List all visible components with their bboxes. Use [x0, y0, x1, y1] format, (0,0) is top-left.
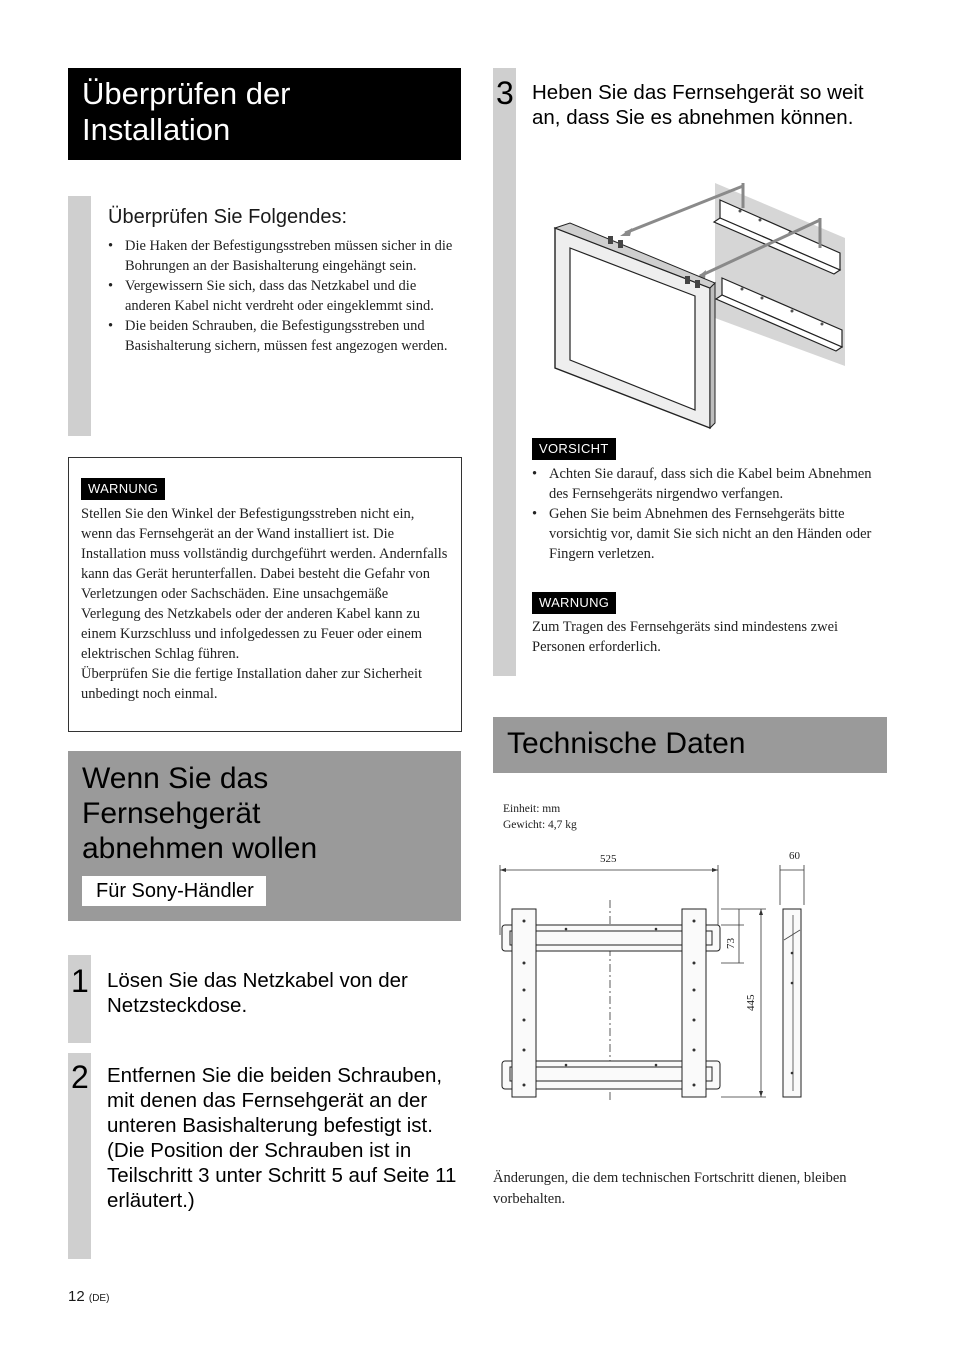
specs-title: Technische Daten	[507, 727, 746, 760]
dim-offset-label: 73	[725, 938, 737, 949]
caution-items	[532, 464, 887, 564]
list-item: • Vergewissern Sie sich, dass das Netzkabel und die anderen Kabel nicht verdreht oder eingeklemmt sind.	[108, 276, 463, 316]
specs-note: Änderungen, die dem technischen Fortschritt dienen, bleiben vorbehalten.	[493, 1170, 847, 1207]
page-number-value: 12	[68, 1288, 85, 1305]
title-line: Installation	[82, 112, 231, 147]
step-3-warning-text: Zum Tragen des Fernsehgeräts sind mindestens zwei Personen erforderlich.	[532, 619, 839, 655]
title-line: abnehmen wollen	[82, 832, 318, 865]
tv-removal-illustration	[550, 178, 850, 433]
step-1-text: Lösen Sie das Netzkabel von der Netzsteckdose.	[107, 969, 408, 1017]
page-language: (DE)	[88, 1293, 110, 1304]
title-line: Wenn Sie das	[82, 762, 269, 795]
page-number	[68, 1288, 109, 1308]
dim-width-label: 525	[600, 853, 617, 865]
section-title-remove-tv	[68, 751, 461, 921]
step-3-warning-block	[532, 592, 887, 657]
list-item: • Die Haken der Befestigungsstreben müssen sicher in die Bohrungen an der Basishalterung eingehängt sein.	[108, 236, 463, 276]
warning-box	[68, 457, 462, 732]
warning-badge: WARNUNG	[81, 478, 165, 500]
checklist-heading: Überprüfen Sie Folgendes:	[108, 206, 348, 228]
title-line: Fernsehgerät	[82, 797, 261, 830]
checklist-sidebar-bar	[68, 196, 91, 436]
caution-block	[532, 438, 887, 564]
dimension-drawing	[496, 845, 816, 1105]
caution-badge: VORSICHT	[532, 438, 616, 460]
step-2-text: Entfernen Sie die beiden Schrauben, mit denen das Fernsehgerät an der unteren Basishalterung befestigt ist. (Die Position der Schrauben ist in Teilschritt 3 unter Schritt 5 auf Seite 11 erläutert.)	[107, 1064, 457, 1212]
spec-weight: Gewicht: 4,7 kg	[503, 819, 577, 831]
section-title-installation-check	[68, 68, 461, 160]
dim-depth-label: 60	[789, 850, 800, 862]
step-2-number: 2	[71, 1059, 89, 1095]
list-item: • Achten Sie darauf, dass sich die Kabel beim Abnehmen des Fernsehgeräts nirgendwo verfangen.	[532, 464, 887, 504]
section-subtitle-sony-dealer: Für Sony-Händler	[82, 876, 266, 906]
step-3-bar	[493, 68, 516, 676]
step-3-number: 3	[496, 75, 514, 111]
section-title-specs	[493, 717, 887, 773]
list-item: • Gehen Sie beim Abnehmen des Fernsehgeräts bitte vorsichtig vor, damit Sie sich nicht an den Händen oder Fingern verletzen.	[532, 504, 887, 564]
spec-unit: Einheit: mm	[503, 803, 561, 815]
title-line: Überprüfen der	[82, 76, 291, 111]
step-1-number: 1	[71, 963, 89, 999]
list-item: • Die beiden Schrauben, die Befestigungsstreben und Basishalterung sichern, müssen fest angezogen werden.	[108, 316, 463, 356]
warning-text: Stellen Sie den Winkel der Befestigungsstreben nicht ein, wenn das Fernsehgerät an der Wand installiert ist. Die Installation muss vollständig durchgeführt werden. Andernfalls kann das Gerät herunterfallen. Dabei besteht die Gefahr von Verletzungen oder Sachschäden. Eine unsachgemäße Verlegung des Netzkabels oder der anderen Kabel kann zu einem Kurzschluss und infolgedessen zu Feuer oder einem elektrischen Schlag führen.	[81, 506, 448, 662]
warning-badge: WARNUNG	[532, 592, 616, 614]
step-3-text: Heben Sie das Fernsehgerät so weit an, dass Sie es abnehmen können.	[532, 81, 864, 129]
checklist	[108, 205, 463, 356]
warning-text-2: Überprüfen Sie die fertige Installation daher zur Sicherheit unbedingt noch einmal.	[81, 666, 423, 702]
checklist-items	[108, 236, 463, 356]
dim-height-label: 445	[745, 994, 757, 1011]
